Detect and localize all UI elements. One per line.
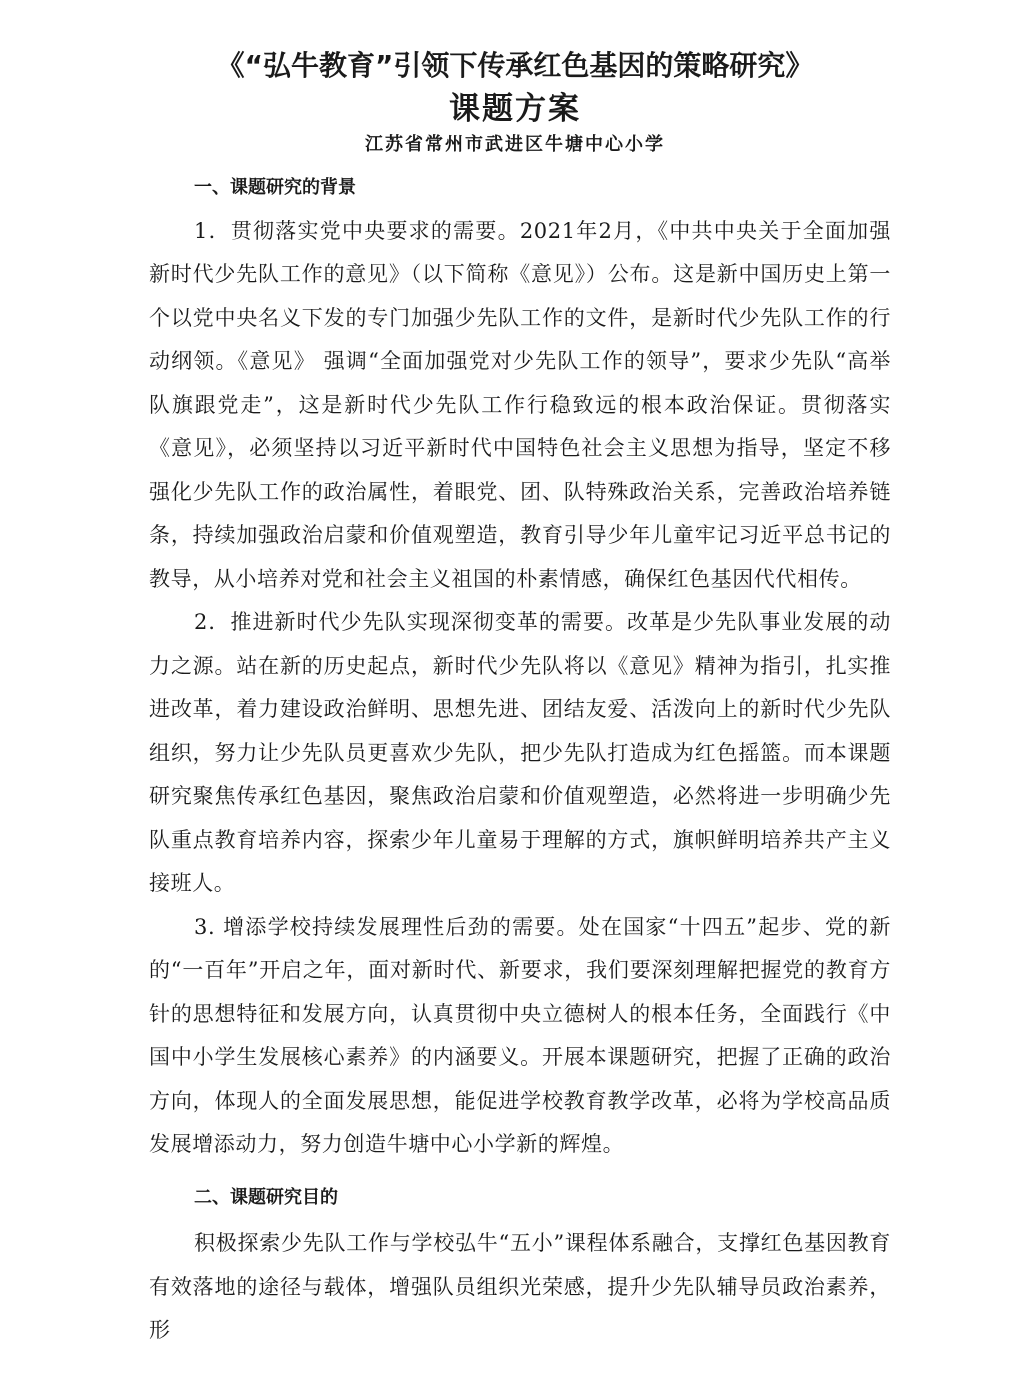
section-heading-purpose: 二、课题研究目的 [194, 1186, 338, 1208]
document-subtitle: 课题方案 [449, 91, 581, 127]
section-heading-background: 一、课题研究的背景 [194, 177, 356, 198]
document-title: 《“弘牛教育”引领下传承红色基因的策略研究》 [216, 49, 814, 82]
paragraph-background-2: 2．推进新时代少先队实现深彻变革的需要。改革是少先队事业发展的动力之源。站在新的历史起点，新时代少先队将以《意见》精神为指引，扎实推进改革，着力建设政治鲜明、思想先进、团结友爱、活泼向上的新时代少先队组织，努力让少先队员更喜欢少先队，把少先队打造成为红色摇篮。而本课题研究聚焦传承红色基因，聚焦政治启蒙和价值观塑造，必然将进一步明确少先队重点教育培养内容，探索少年儿童易于理解的方式，旗帜鲜明培养共产主义接班人。 [149, 610, 891, 895]
document-body [149, 166, 891, 1353]
paragraph-purpose-1: 积极探索少先队工作与学校弘牛“五小”课程体系融合，支撑红色基因教育有效落地的途径与载体，增强队员组织光荣感，提升少先队辅导员政治素养，形 [149, 1231, 891, 1342]
paragraph-background-3: 3. 增添学校持续发展理性后劲的需要。处在国家“十四五”起步、党的新的“一百年”开启之年，面对新时代、新要求，我们要深刻理解把握党的教育方针的思想特征和发展方向，认真贯彻中央立德树人的根本任务，全面践行《中国中小学生发展核心素养》的内涵要义。开展本课题研究，把握了正确的政治方向，体现人的全面发展思想，能促进学校教育教学改革，必将为学校高品质发展增添动力，努力创造牛塘中心小学新的辉煌。 [149, 914, 891, 1156]
paragraph-background-1: 1．贯彻落实党中央要求的需要。2021年2月，《中共中央关于全面加强新时代少先队工作的意见》（以下简称《意见》）公布。这是新中国历史上第一个以党中央名义下发的专门加强少先队工作的文件，是新时代少先队工作的行动纲领。《意见》 强调“全面加强党对少先队工作的领导”，要求少先队“高举队旗跟党走”，这是新时代少先队工作行稳致远的根本政治保证。贯彻落实《意见》，必须坚持以习近平新时代中国特色社会主义思想为指导，坚定不移强化少先队工作的政治属性，着眼党、团、队特殊政治关系，完善政治培养链条，持续加强政治启蒙和价值观塑造，教育引导少年儿童牢记习近平总书记的教导，从小培养对党和社会主义祖国的朴素情感，确保红色基因代代相传。 [149, 218, 891, 591]
school-name: 江苏省常州市武进区牛塘中心小学 [365, 134, 665, 155]
